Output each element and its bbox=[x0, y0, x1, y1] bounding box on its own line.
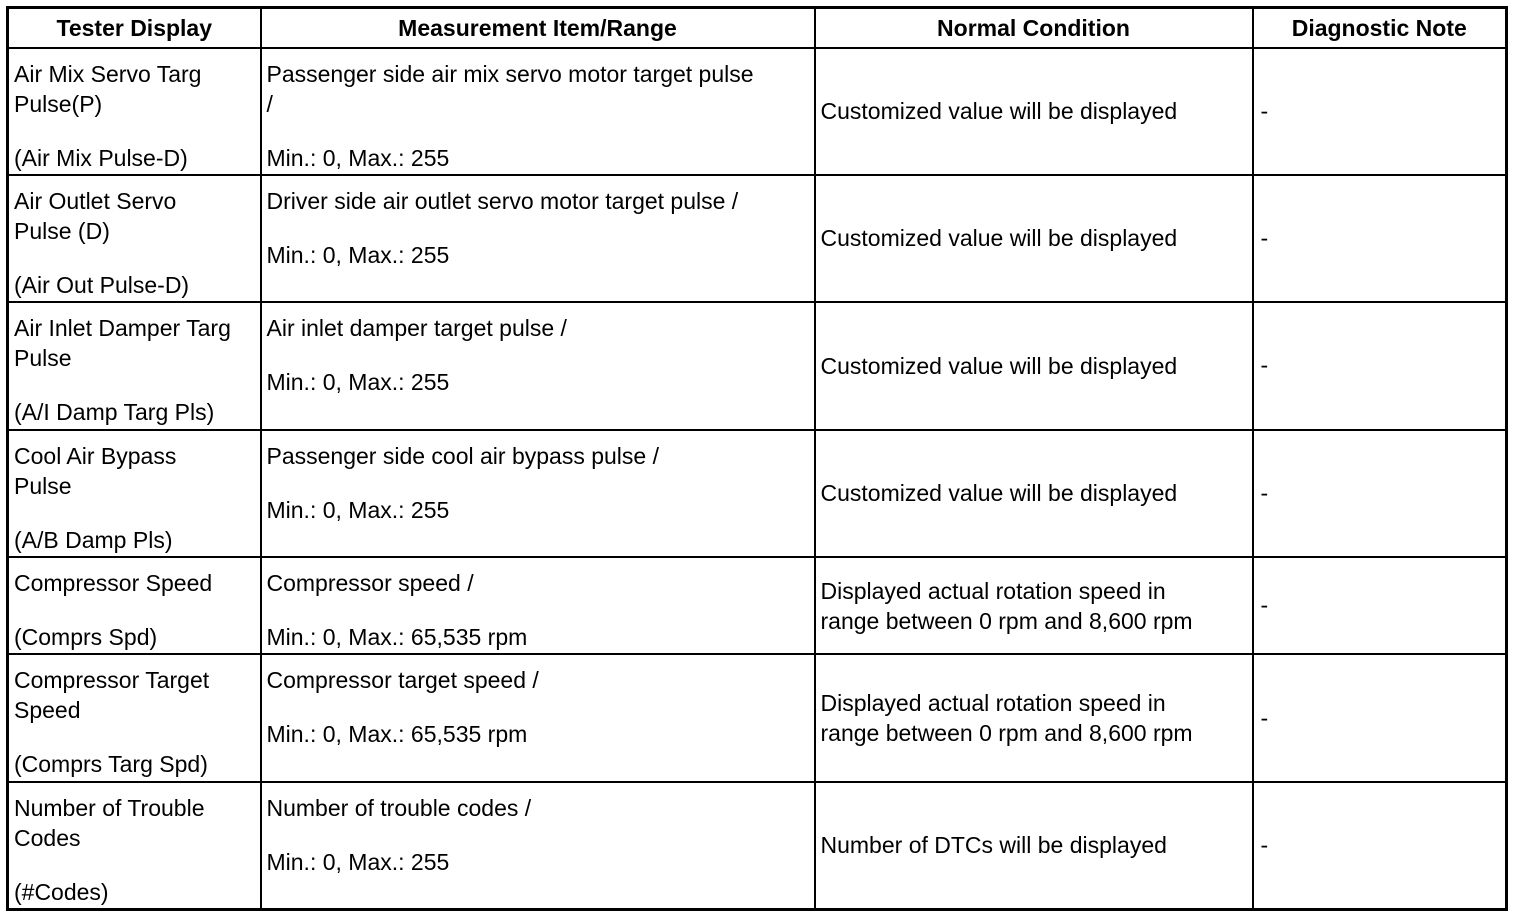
cell-measurement bbox=[261, 302, 815, 430]
measurement-item: Air inlet damper target pulse / bbox=[266, 315, 567, 342]
table-row bbox=[8, 557, 1507, 654]
measurement-range: Min.: 0, Max.: 255 bbox=[266, 848, 450, 875]
cell-normal-condition bbox=[815, 48, 1253, 175]
measurement-item: Compressor speed / bbox=[266, 570, 474, 597]
diagnostic-note-text: - bbox=[1260, 97, 1269, 124]
tester-display-name: Air Mix Servo Targ bbox=[14, 61, 202, 87]
cell-measurement bbox=[261, 782, 815, 910]
table-body bbox=[8, 48, 1507, 910]
table-row bbox=[8, 175, 1507, 303]
measurement-range: Min.: 0, Max.: 65,535 rpm bbox=[266, 624, 528, 651]
normal-condition-text: Number of DTCs will be displayed bbox=[820, 832, 1167, 859]
tester-display-name: Air Outlet Servo bbox=[14, 187, 177, 214]
measurement-item: Compressor target speed / bbox=[266, 667, 539, 694]
table-row bbox=[8, 48, 1507, 175]
measurement-range: Min.: 0, Max.: 255 bbox=[266, 145, 450, 171]
table-row bbox=[8, 302, 1507, 430]
header-measurement: Measurement Item/Range bbox=[261, 8, 815, 49]
tester-display-name: Air Inlet Damper Targ bbox=[14, 315, 231, 342]
normal-condition-text: Displayed actual rotation speed in bbox=[820, 690, 1166, 717]
normal-condition-text: Displayed actual rotation speed in bbox=[820, 577, 1166, 604]
cell-normal-condition bbox=[815, 302, 1253, 430]
tester-display-name: Pulse bbox=[14, 472, 72, 499]
cell-measurement bbox=[261, 175, 815, 303]
cell-tester-display bbox=[8, 430, 261, 558]
header-tester-display: Tester Display bbox=[8, 8, 261, 49]
measurement-range: Min.: 0, Max.: 255 bbox=[266, 369, 450, 396]
cell-normal-condition bbox=[815, 654, 1253, 782]
measurement-item: Number of trouble codes / bbox=[266, 794, 532, 821]
header-diagnostic-note: Diagnostic Note bbox=[1253, 8, 1507, 49]
cell-measurement bbox=[261, 654, 815, 782]
cell-diagnostic-note bbox=[1253, 557, 1507, 654]
tester-display-name: Pulse (D) bbox=[14, 217, 110, 244]
tester-display-name: Codes bbox=[14, 824, 81, 851]
tester-display-alias: (Comprs Spd) bbox=[14, 624, 158, 651]
tester-display-alias: (#Codes) bbox=[14, 878, 109, 905]
measurement-range: Min.: 0, Max.: 65,535 rpm bbox=[266, 721, 528, 748]
cell-tester-display bbox=[8, 48, 261, 175]
tester-display-name: Compressor Speed bbox=[14, 570, 213, 597]
header-normal-condition: Normal Condition bbox=[815, 8, 1253, 49]
cell-diagnostic-note bbox=[1253, 175, 1507, 303]
tester-display-name: Cool Air Bypass bbox=[14, 442, 177, 469]
header-row bbox=[8, 8, 1507, 49]
measurement-item: Passenger side cool air bypass pulse / bbox=[266, 442, 659, 469]
tester-display-alias: (Air Out Pulse-D) bbox=[14, 271, 190, 298]
tester-display-name: Compressor Target bbox=[14, 667, 210, 694]
diagnostic-note-text: - bbox=[1260, 479, 1269, 506]
cell-diagnostic-note bbox=[1253, 430, 1507, 558]
normal-condition-text: Customized value will be displayed bbox=[820, 480, 1178, 507]
cell-diagnostic-note bbox=[1253, 782, 1507, 910]
diagnostic-note-text: - bbox=[1260, 224, 1269, 251]
tester-display-alias: (Comprs Targ Spd) bbox=[14, 751, 208, 778]
tester-display-name: Pulse bbox=[14, 345, 72, 372]
cell-diagnostic-note bbox=[1253, 654, 1507, 782]
cell-diagnostic-note bbox=[1253, 302, 1507, 430]
diagnostic-note-text: - bbox=[1260, 704, 1269, 731]
tester-display-name: Pulse(P) bbox=[14, 91, 103, 117]
cell-measurement bbox=[261, 48, 815, 175]
normal-condition-text: Customized value will be displayed bbox=[820, 225, 1178, 252]
table-row bbox=[8, 654, 1507, 782]
normal-condition-text: Customized value will be displayed bbox=[820, 352, 1178, 379]
cell-tester-display bbox=[8, 557, 261, 654]
measurement-range: Min.: 0, Max.: 255 bbox=[266, 496, 450, 523]
tester-display-alias: (A/B Damp Pls) bbox=[14, 526, 173, 553]
tester-display-alias: (Air Mix Pulse-D) bbox=[14, 145, 188, 171]
normal-condition-text: range between 0 rpm and 8,600 rpm bbox=[820, 607, 1193, 634]
cell-normal-condition bbox=[815, 782, 1253, 910]
tester-display-alias: (A/I Damp Targ Pls) bbox=[14, 399, 215, 426]
measurement-item: Passenger side air mix servo motor target pulse bbox=[266, 61, 754, 87]
measurement-item: / bbox=[266, 91, 273, 117]
table-row bbox=[8, 782, 1507, 910]
cell-normal-condition bbox=[815, 430, 1253, 558]
tester-display-name: Speed bbox=[14, 697, 81, 724]
tester-display-name: Number of Trouble bbox=[14, 794, 205, 821]
cell-tester-display bbox=[8, 782, 261, 910]
cell-tester-display bbox=[8, 654, 261, 782]
cell-normal-condition bbox=[815, 175, 1253, 303]
measurement-range: Min.: 0, Max.: 255 bbox=[266, 241, 450, 268]
cell-measurement bbox=[261, 557, 815, 654]
normal-condition-text: range between 0 rpm and 8,600 rpm bbox=[820, 720, 1193, 747]
normal-condition-text: Customized value will be displayed bbox=[820, 98, 1178, 125]
cell-diagnostic-note bbox=[1253, 48, 1507, 175]
diagnostic-note-text: - bbox=[1260, 352, 1269, 379]
cell-tester-display bbox=[8, 175, 261, 303]
cell-measurement bbox=[261, 430, 815, 558]
diagnostic-note-text: - bbox=[1260, 831, 1269, 858]
measurement-item: Driver side air outlet servo motor target pulse / bbox=[266, 187, 739, 214]
table-row bbox=[8, 430, 1507, 558]
diagnostic-note-text: - bbox=[1260, 592, 1269, 619]
cell-tester-display bbox=[8, 302, 261, 430]
data-list-table bbox=[6, 6, 1508, 911]
cell-normal-condition bbox=[815, 557, 1253, 654]
